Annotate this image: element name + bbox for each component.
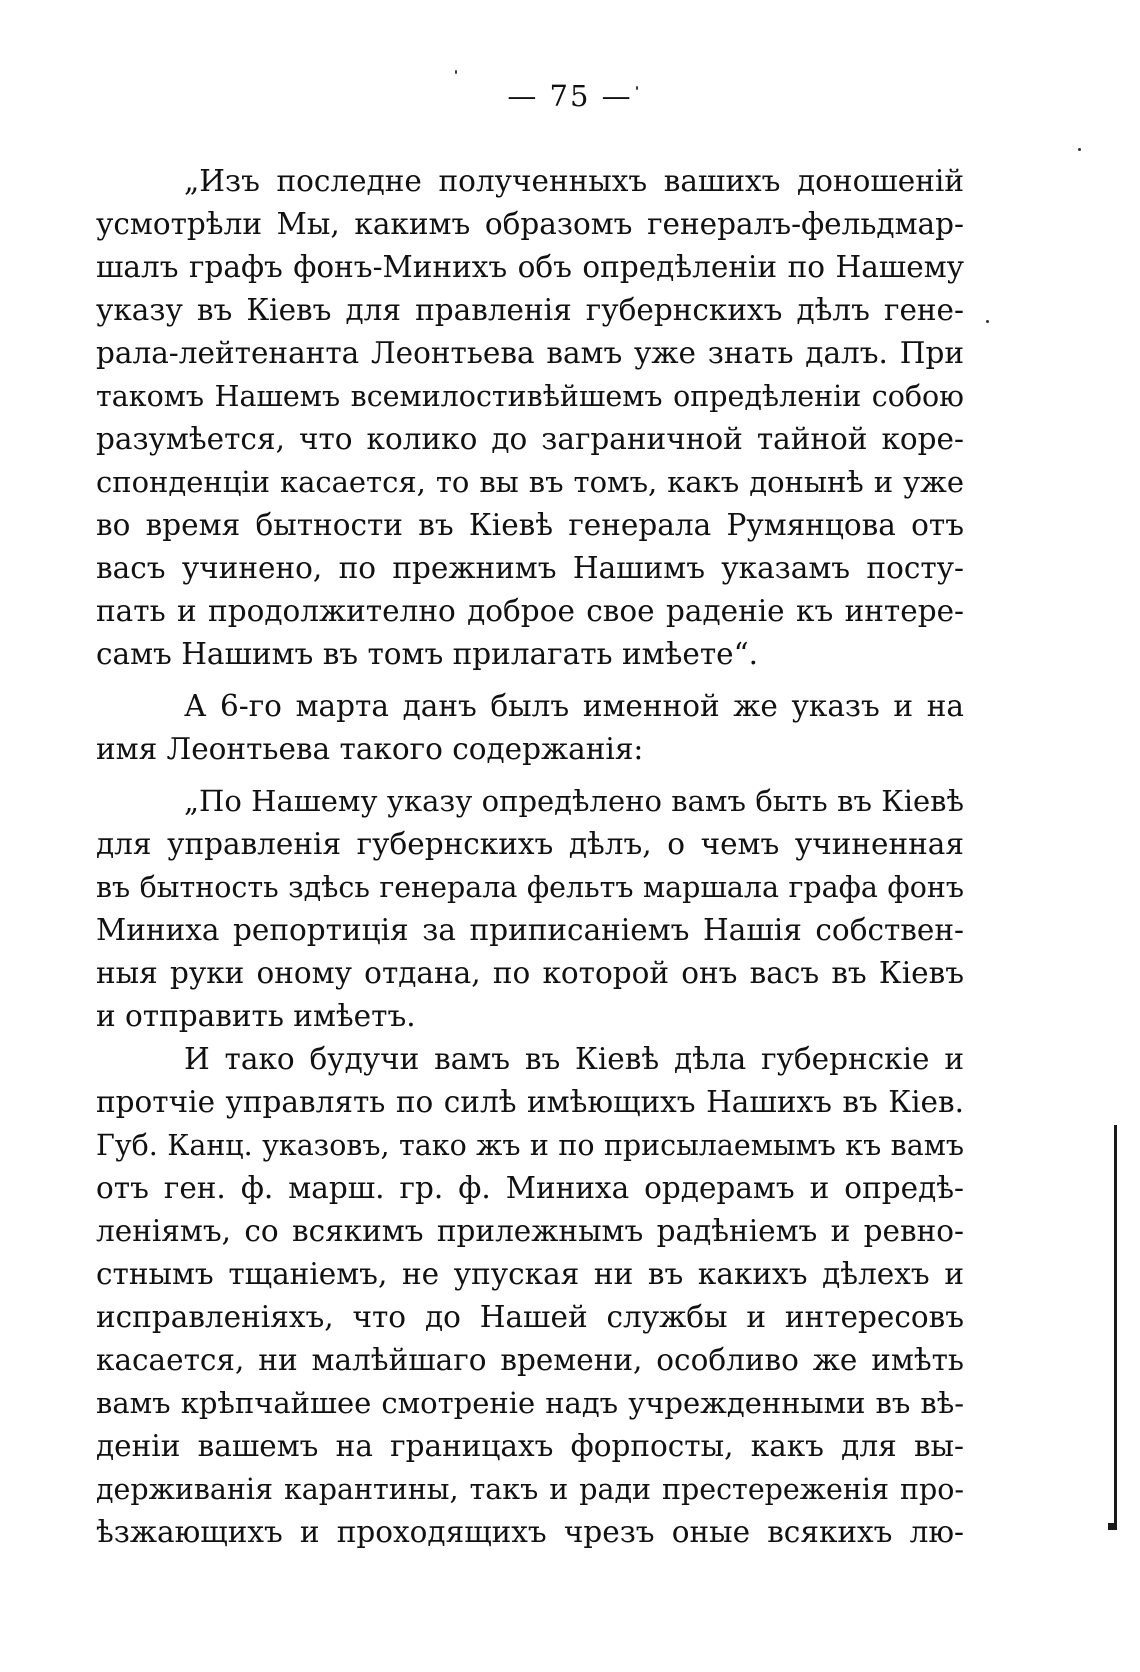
text-line: стнымъ тщаніемъ, не упуская ни въ какихъ дѣлехъ и <box>96 1257 964 1291</box>
paragraph-gap <box>96 771 964 780</box>
text-line: И тако будучи вамъ въ Кіевѣ дѣла губернскіе и <box>184 1042 964 1076</box>
text-line: и отправить имѣетъ. <box>96 999 416 1033</box>
body-text <box>96 160 964 1554</box>
text-line: рала-лейтенанта Леонтьева вамъ уже знать далъ. При <box>96 336 964 370</box>
text-line: такомъ Нашемъ всемилостивѣйшемъ опредѣленіи собою <box>96 380 964 413</box>
scan-speck <box>986 320 989 323</box>
text-line: пать и продолжително доброе свое раденіе къ интере- <box>96 594 964 628</box>
page-number: — 75 — <box>507 79 633 113</box>
paragraph-1 <box>96 160 964 676</box>
text-line: усмотрѣли Мы, какимъ образомъ генералъ-фельдмар- <box>96 207 964 241</box>
text-line: „Изъ последне полученныхъ вашихъ доношеній <box>184 164 964 198</box>
margin-scan-mark <box>1114 1125 1117 1525</box>
text-line: въ бытность здѣсь генерала фельтъ маршала графа фонъ <box>96 871 964 904</box>
scan-speck <box>1078 148 1081 151</box>
text-line: для управленія губернскихъ дѣлъ, о чемъ учиненная <box>96 827 964 861</box>
text-line: А 6-го марта данъ былъ именной же указъ и на <box>184 689 964 723</box>
text-line: Миниха репортиція за приписаніемъ Нашія собствен- <box>96 913 964 947</box>
text-line: ѣзжающихъ и проходящихъ чрезъ оные всякихъ лю- <box>96 1515 964 1549</box>
text-line: спонденціи касается, то вы въ томъ, какъ донынѣ и уже <box>96 465 964 499</box>
paragraph-4 <box>96 1038 964 1554</box>
text-line: указу въ Кіевъ для правленія губернскихъ дѣлъ гене- <box>96 293 964 327</box>
text-line: протчіе управлять по силѣ имѣющихъ Нашихъ въ Кіев. <box>96 1085 964 1119</box>
paragraph-gap <box>96 676 964 685</box>
paragraph-2 <box>96 685 964 771</box>
text-line: вамъ крѣпчайшее смотреніе надъ учрежденными въ вѣ- <box>96 1386 964 1420</box>
text-line: во время бытности въ Кіевѣ генерала Румянцова отъ <box>96 508 964 542</box>
text-line: деніи вашемъ на границахъ форпосты, какъ для вы- <box>96 1429 964 1463</box>
text-line: ныя руки оному отдана, по которой онъ васъ въ Кіевъ <box>96 956 964 990</box>
text-line: васъ учинено, по прежнимъ Нашимъ указамъ посту- <box>96 551 964 585</box>
text-line: „По Нашему указу опредѣлено вамъ быть въ Кіевѣ <box>184 784 964 818</box>
text-line: отъ ген. ф. марш. гр. ф. Миниха ордерамъ и опредѣ- <box>96 1171 964 1205</box>
scan-speck <box>636 86 638 90</box>
margin-scan-tick <box>1108 1523 1117 1530</box>
text-line: касается, ни малѣйшаго времени, особливо же имѣть <box>96 1343 964 1377</box>
text-line: самъ Нашимъ въ томъ прилагать имѣете“. <box>96 637 759 671</box>
text-line: держиванія карантины, такъ и ради престереженія про- <box>96 1473 964 1506</box>
text-line: леніямъ, со всякимъ прилежнымъ радѣніемъ и ревно- <box>96 1214 964 1248</box>
text-line: шалъ графъ фонъ-Минихъ объ опредѣленіи по Нашему <box>96 250 964 284</box>
text-line: Губ. Канц. указовъ, тако жъ и по присылаемымъ къ вамъ <box>96 1129 964 1162</box>
text-line: имя Леонтьева такого содержанія: <box>96 732 644 766</box>
scan-speck <box>455 70 457 74</box>
paragraph-3 <box>96 780 964 1038</box>
text-line: исправленіяхъ, что до Нашей службы и интересовъ <box>96 1300 964 1334</box>
text-line: разумѣется, что колико до заграничной тайной коре- <box>96 422 964 456</box>
